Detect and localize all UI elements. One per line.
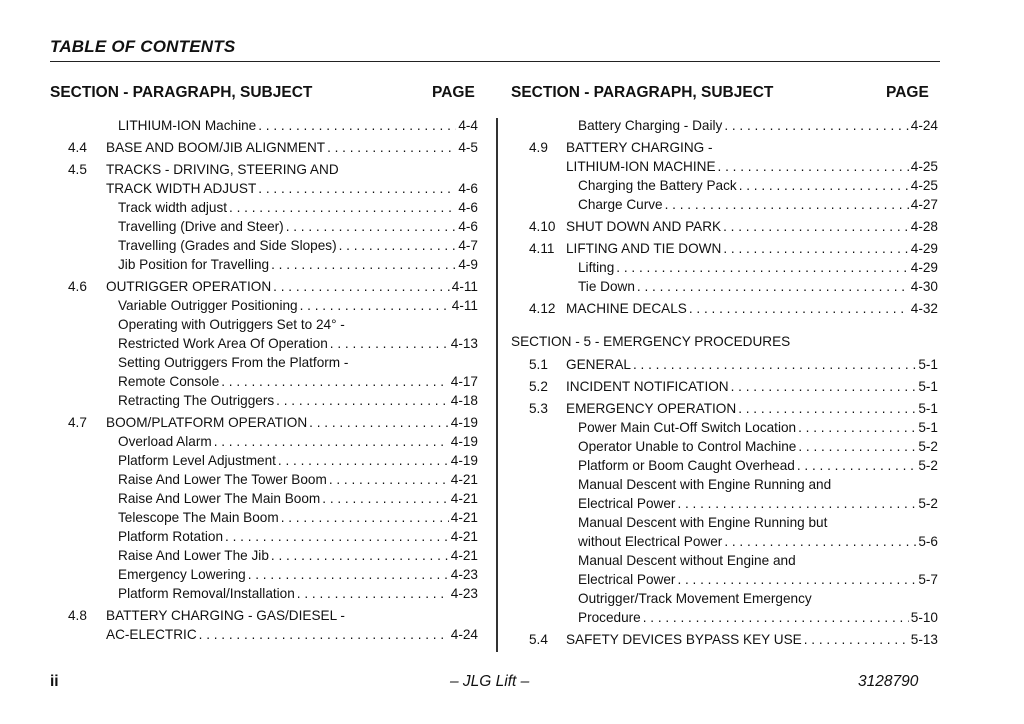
dot-leader	[643, 609, 909, 627]
dot-leader	[724, 533, 916, 551]
toc-page-number: 5-7	[918, 572, 938, 587]
footer-doc-number: 3128790	[858, 673, 919, 690]
toc-page-number: 4-4	[458, 118, 478, 133]
toc-entry	[566, 378, 938, 396]
toc-page-number: 5-2	[918, 458, 938, 473]
column-divider	[496, 118, 498, 652]
dot-leader	[322, 490, 449, 508]
toc-entry	[106, 139, 478, 157]
toc-entry	[106, 161, 339, 179]
dot-leader	[258, 180, 456, 198]
toc-page-number: 4-21	[450, 510, 478, 525]
toc-entry	[118, 566, 478, 584]
toc-page-number: 4-13	[450, 336, 478, 351]
toc-entry-text: MACHINE DECALS	[566, 301, 687, 316]
toc-entry	[118, 316, 345, 334]
toc-entry-text: Platform Removal/Installation	[118, 586, 295, 601]
toc-entry-text: AC-ELECTRIC	[106, 627, 197, 642]
toc-page-number: 4-17	[450, 374, 478, 389]
toc-entry	[578, 278, 938, 296]
toc-section-number: 5.2	[529, 379, 548, 394]
toc-page-number: 4-21	[450, 472, 478, 487]
dot-leader	[723, 240, 908, 258]
toc-entry	[578, 259, 938, 277]
dot-leader	[214, 433, 449, 451]
toc-entry-text: LITHIUM-ION MACHINE	[566, 159, 716, 174]
toc-entry	[578, 514, 827, 532]
toc-entry-text: Manual Descent with Engine Running but	[578, 515, 828, 530]
toc-entry	[118, 335, 478, 353]
toc-entry-text: LITHIUM-ION Machine	[118, 118, 257, 133]
toc-section-number: 4.11	[529, 241, 555, 256]
toc-entry-text: OUTRIGGER OPERATION	[106, 279, 272, 294]
toc-entry	[578, 609, 938, 627]
toc-entry	[578, 571, 938, 589]
toc-page-number: 4-6	[458, 181, 478, 196]
toc-page-number: 4-25	[910, 178, 938, 193]
toc-entry-text: Travelling (Drive and Steer)	[118, 219, 284, 234]
toc-entry-text: TRACKS - DRIVING, STEERING AND	[106, 162, 339, 177]
toc-entry	[118, 528, 478, 546]
toc-entry	[106, 607, 345, 625]
toc-entry	[578, 438, 938, 456]
toc-entry	[578, 196, 938, 214]
dot-leader	[677, 571, 916, 589]
dot-leader	[689, 300, 909, 318]
dot-leader	[616, 259, 909, 277]
dot-leader	[798, 438, 916, 456]
dot-leader	[718, 158, 909, 176]
dot-leader	[804, 631, 909, 649]
toc-page-number: 4-25	[910, 159, 938, 174]
toc-entry-text: TRACK WIDTH ADJUST	[106, 181, 257, 196]
toc-page-number: 4-7	[458, 238, 478, 253]
toc-entry-text: Remote Console	[118, 374, 220, 389]
toc-entry	[566, 300, 938, 318]
toc-entry-text: Raise And Lower The Jib	[118, 548, 269, 563]
toc-page-number: 5-6	[918, 534, 938, 549]
dot-leader	[286, 218, 457, 236]
toc-entry-text: Electrical Power	[578, 496, 676, 511]
toc-section-number: 4.6	[68, 279, 87, 294]
toc-entry	[578, 533, 938, 551]
toc-page-number: 5-2	[918, 439, 938, 454]
dot-leader	[798, 419, 916, 437]
toc-page-number: 4-23	[450, 567, 478, 582]
toc-entry	[566, 158, 938, 176]
toc-entry	[511, 333, 790, 351]
dot-leader	[677, 495, 916, 513]
toc-page-number: 4-29	[910, 260, 938, 275]
toc-entry	[566, 139, 713, 157]
toc-entry-text: Jib Position for Travelling	[118, 257, 270, 272]
dot-leader	[225, 528, 449, 546]
toc-entry-text: Charge Curve	[578, 197, 663, 212]
toc-page-number: 4-11	[451, 298, 478, 313]
toc-section-number: 4.5	[68, 162, 87, 177]
toc-page-number: 4-32	[910, 301, 938, 316]
dot-leader	[271, 547, 449, 565]
toc-page-number: 4-6	[458, 200, 478, 215]
toc-entry	[118, 237, 478, 255]
dot-leader	[309, 414, 449, 432]
toc-entry-text: Setting Outriggers From the Platform -	[118, 355, 349, 370]
dot-leader	[633, 356, 916, 374]
toc-entry-text: BOOM/PLATFORM OPERATION	[106, 415, 308, 430]
toc-entry-text: Operator Unable to Control Machine	[578, 439, 797, 454]
toc-entry	[118, 490, 478, 508]
toc-entry-text: LIFTING AND TIE DOWN	[566, 241, 722, 256]
toc-entry-text: BASE AND BOOM/JIB ALIGNMENT	[106, 140, 326, 155]
toc-entry	[118, 509, 478, 527]
dot-leader	[300, 297, 450, 315]
toc-entry	[578, 552, 796, 570]
toc-entry-text: Power Main Cut-Off Switch Location	[578, 420, 797, 435]
toc-entry	[118, 373, 478, 391]
left-column-header: SECTION - PARAGRAPH, SUBJECT	[50, 84, 313, 101]
toc-entry	[566, 218, 938, 236]
toc-page-number: 5-1	[918, 401, 938, 416]
toc-entry	[118, 547, 478, 565]
toc-entry-text: GENERAL	[566, 357, 631, 372]
toc-page-number: 4-19	[450, 453, 478, 468]
toc-entry	[566, 240, 938, 258]
toc-page-number: 4-30	[910, 279, 938, 294]
right-page-header: PAGE	[886, 84, 929, 101]
dot-leader	[330, 335, 449, 353]
toc-entry	[118, 297, 478, 315]
toc-entry-text: Battery Charging - Daily	[578, 118, 723, 133]
toc-section-number: 5.3	[529, 401, 548, 416]
toc-entry-text: Raise And Lower The Tower Boom	[118, 472, 327, 487]
toc-page-number: 5-1	[918, 357, 938, 372]
toc-entry	[106, 626, 478, 644]
right-column-header: SECTION - PARAGRAPH, SUBJECT	[511, 84, 774, 101]
toc-entry	[106, 180, 478, 198]
dot-leader	[229, 199, 456, 217]
dot-leader	[724, 117, 908, 135]
left-page-header: PAGE	[432, 84, 475, 101]
toc-entry	[118, 354, 348, 372]
toc-page-number: 4-18	[450, 393, 478, 408]
toc-entry	[566, 400, 938, 418]
dot-leader	[281, 509, 449, 527]
dot-leader	[271, 256, 456, 274]
toc-entry	[578, 495, 938, 513]
toc-entry-text: Platform Level Adjustment	[118, 453, 276, 468]
toc-entry-text: Platform Rotation	[118, 529, 224, 544]
dot-leader	[723, 218, 909, 236]
toc-page-number: 4-11	[451, 279, 478, 294]
toc-page-number: 4-9	[458, 257, 478, 272]
toc-entry	[578, 476, 831, 494]
toc-entry	[578, 457, 938, 475]
toc-entry	[578, 590, 812, 608]
dot-leader	[731, 378, 917, 396]
toc-entry	[118, 199, 478, 217]
dot-leader	[339, 237, 457, 255]
dot-leader	[797, 457, 916, 475]
toc-entry-text: Travelling (Grades and Side Slopes)	[118, 238, 337, 253]
toc-entry-text: Lifting	[578, 260, 615, 275]
toc-page-number: 4-27	[910, 197, 938, 212]
dot-leader	[637, 278, 909, 296]
toc-page-number: 4-21	[450, 548, 478, 563]
toc-section-number: 5.1	[529, 357, 548, 372]
toc-entry-text: Retracting The Outriggers	[118, 393, 275, 408]
toc-page-number: 4-24	[910, 118, 938, 133]
toc-entry	[566, 631, 938, 649]
toc-entry	[106, 278, 478, 296]
toc-entry-text: Procedure	[578, 610, 641, 625]
toc-page-number: 4-21	[450, 529, 478, 544]
toc-entry-text: Operating with Outriggers Set to 24° -	[118, 317, 345, 332]
toc-page-number: 5-2	[918, 496, 938, 511]
toc-entry-text: without Electrical Power	[578, 534, 723, 549]
toc-entry-text: Restricted Work Area Of Operation	[118, 336, 328, 351]
toc-page-number: 4-19	[450, 434, 478, 449]
toc-entry	[118, 433, 478, 451]
toc-entry	[118, 256, 478, 274]
toc-entry	[118, 117, 478, 135]
page-title: TABLE OF CONTENTS	[50, 37, 236, 56]
toc-entry	[566, 356, 938, 374]
toc-entry-text: Platform or Boom Caught Overhead	[578, 458, 795, 473]
toc-entry-text: Manual Descent without Engine and	[578, 553, 796, 568]
toc-entry-text: BATTERY CHARGING - GAS/DIESEL -	[106, 608, 345, 623]
toc-page-number: 4-29	[910, 241, 938, 256]
toc-page-number: 4-21	[450, 491, 478, 506]
toc-entry	[118, 392, 478, 410]
footer-brand: – JLG Lift –	[450, 673, 530, 690]
toc-entry-text: Outrigger/Track Movement Emergency	[578, 591, 812, 606]
toc-page-number: 5-1	[918, 379, 938, 394]
dot-leader	[297, 585, 449, 603]
toc-section-number: 4.9	[529, 140, 548, 155]
toc-entry-text: Overload Alarm	[118, 434, 212, 449]
toc-page-number: 4-19	[450, 415, 478, 430]
dot-leader	[199, 626, 449, 644]
toc-entry-text: SAFETY DEVICES BYPASS KEY USE	[566, 632, 802, 647]
title-rule	[50, 61, 940, 62]
toc-entry-text: SECTION - 5 - EMERGENCY PROCEDURES	[511, 334, 791, 349]
toc-section-number: 5.4	[529, 632, 548, 647]
toc-page-number: 4-23	[450, 586, 478, 601]
dot-leader	[739, 177, 909, 195]
toc-page-number: 5-10	[910, 610, 938, 625]
toc-entry-text: Raise And Lower The Main Boom	[118, 491, 321, 506]
toc-page-number: 5-1	[918, 420, 938, 435]
dot-leader	[329, 471, 449, 489]
toc-section-number: 4.10	[529, 219, 556, 234]
toc-section-number: 4.7	[68, 415, 87, 430]
toc-entry-text: Electrical Power	[578, 572, 676, 587]
dot-leader	[738, 400, 916, 418]
toc-entry-text: Manual Descent with Engine Running and	[578, 477, 832, 492]
toc-page-number: 4-24	[450, 627, 478, 642]
toc-page-number: 4-6	[458, 219, 478, 234]
dot-leader	[276, 392, 449, 410]
toc-entry-text: SHUT DOWN AND PARK	[566, 219, 722, 234]
toc-entry	[578, 117, 938, 135]
toc-entry-text: INCIDENT NOTIFICATION	[566, 379, 729, 394]
dot-leader	[221, 373, 449, 391]
dot-leader	[327, 139, 456, 157]
dot-leader	[273, 278, 450, 296]
toc-entry-text: Charging the Battery Pack	[578, 178, 737, 193]
toc-entry	[106, 414, 478, 432]
toc-entry	[578, 419, 938, 437]
toc-entry	[578, 177, 938, 195]
toc-entry-text: Variable Outrigger Positioning	[118, 298, 298, 313]
toc-entry	[118, 218, 478, 236]
toc-section-number: 4.8	[68, 608, 87, 623]
toc-entry-text: Emergency Lowering	[118, 567, 246, 582]
toc-entry-text: BATTERY CHARGING -	[566, 140, 713, 155]
dot-leader	[258, 117, 456, 135]
toc-page-number: 4-5	[458, 140, 478, 155]
dot-leader	[665, 196, 909, 214]
toc-entry	[118, 585, 478, 603]
toc-entry-text: Telescope The Main Boom	[118, 510, 279, 525]
toc-section-number: 4.4	[68, 140, 87, 155]
toc-page-number: 4-28	[910, 219, 938, 234]
toc-page-number: 5-13	[910, 632, 938, 647]
toc-entry-text: Tie Down	[578, 279, 635, 294]
dot-leader	[278, 452, 449, 470]
toc-entry	[118, 471, 478, 489]
toc-section-number: 4.12	[529, 301, 556, 316]
footer-page-number: ii	[50, 673, 59, 690]
toc-entry	[118, 452, 478, 470]
toc-entry-text: Track width adjust	[118, 200, 228, 215]
toc-entry-text: EMERGENCY OPERATION	[566, 401, 737, 416]
dot-leader	[248, 566, 449, 584]
